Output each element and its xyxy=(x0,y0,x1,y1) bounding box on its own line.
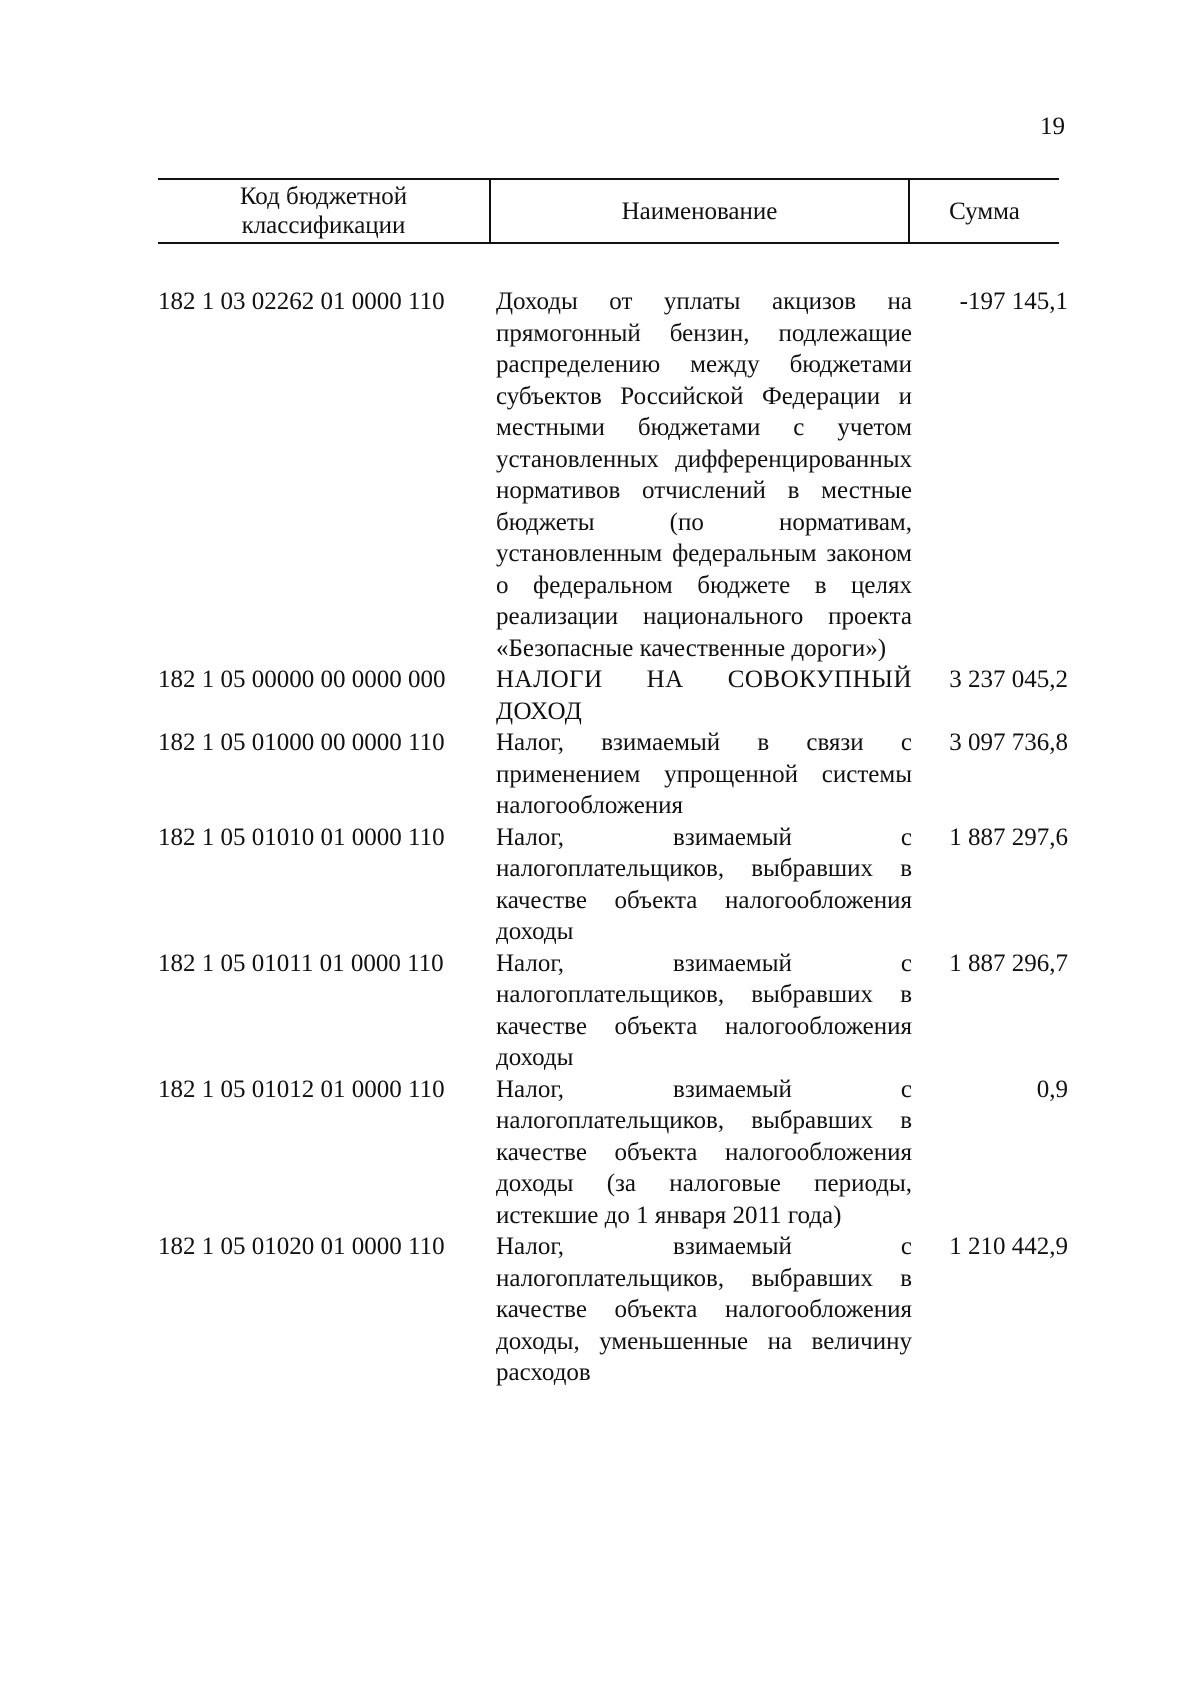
table-row xyxy=(158,664,1068,727)
table-row xyxy=(158,948,1068,1074)
header-sum: Сумма xyxy=(949,197,1020,225)
row-sum: 1 887 296,7 xyxy=(949,949,1068,977)
budget-table xyxy=(158,286,1068,1389)
row-sum: 1 887 297,6 xyxy=(949,823,1068,851)
row-name: НАЛОГИ НА СОВОКУПНЫЙ ДОХОД xyxy=(496,666,912,725)
header-name: Наименование xyxy=(491,180,910,242)
row-code: 182 1 03 02262 01 0000 110 xyxy=(158,288,445,315)
row-code: 182 1 05 01011 01 0000 110 xyxy=(158,949,444,977)
table-row xyxy=(158,822,1068,948)
row-sum: 0,9 xyxy=(1036,1075,1068,1103)
row-name: Налог, взимаемый с налогоплательщиков, выбравших в качестве объекта налогообложения доходы, уменьшенные на величину расходов xyxy=(496,1233,912,1386)
row-name: Доходы от уплаты акцизов на прямогонный бензин, подлежащие распределению между бюджетами субъектов Российской Федерации и местными бюджетами с учетом установленных дифференцированных нормативов отчислений в местные бюджеты (по нормативам, установленным федеральным законом о федеральном бюджете в целях реализации национального проекта «Безопасные качественные дороги») xyxy=(496,288,912,662)
row-sum: 1 210 442,9 xyxy=(949,1233,1068,1260)
row-code: 182 1 05 01000 00 0000 110 xyxy=(158,729,445,756)
page-number: 19 xyxy=(1040,113,1065,140)
row-sum: 3 097 736,8 xyxy=(949,729,1068,756)
row-name: Налог, взимаемый с налогоплательщиков, выбравших в качестве объекта налогообложения доходы xyxy=(496,823,912,945)
row-code: 182 1 05 01020 01 0000 110 xyxy=(158,1233,445,1260)
table-row xyxy=(158,286,1068,664)
row-code: 182 1 05 01010 01 0000 110 xyxy=(158,823,445,851)
row-name: Налог, взимаемый с налогоплательщиков, выбравших в качестве объекта налогообложения доходы xyxy=(496,949,912,1071)
row-name: Налог, взимаемый с налогоплательщиков, выбравших в качестве объекта налогообложения доходы (за налоговые периоды, истекшие до 1 января 2011 года) xyxy=(496,1075,912,1229)
row-sum: -197 145,1 xyxy=(959,288,1068,315)
table-row xyxy=(158,727,1068,822)
row-sum: 3 237 045,2 xyxy=(949,666,1068,693)
table-row xyxy=(158,1074,1068,1232)
table-header xyxy=(158,178,1059,244)
header-code: Код бюджетной классификации xyxy=(158,180,491,242)
row-code: 182 1 05 01012 01 0000 110 xyxy=(158,1075,445,1103)
table-row xyxy=(158,1231,1068,1389)
row-code: 182 1 05 00000 00 0000 000 xyxy=(158,666,446,693)
row-name: Налог, взимаемый в связи с применением упрощенной системы налогообложения xyxy=(496,729,912,819)
